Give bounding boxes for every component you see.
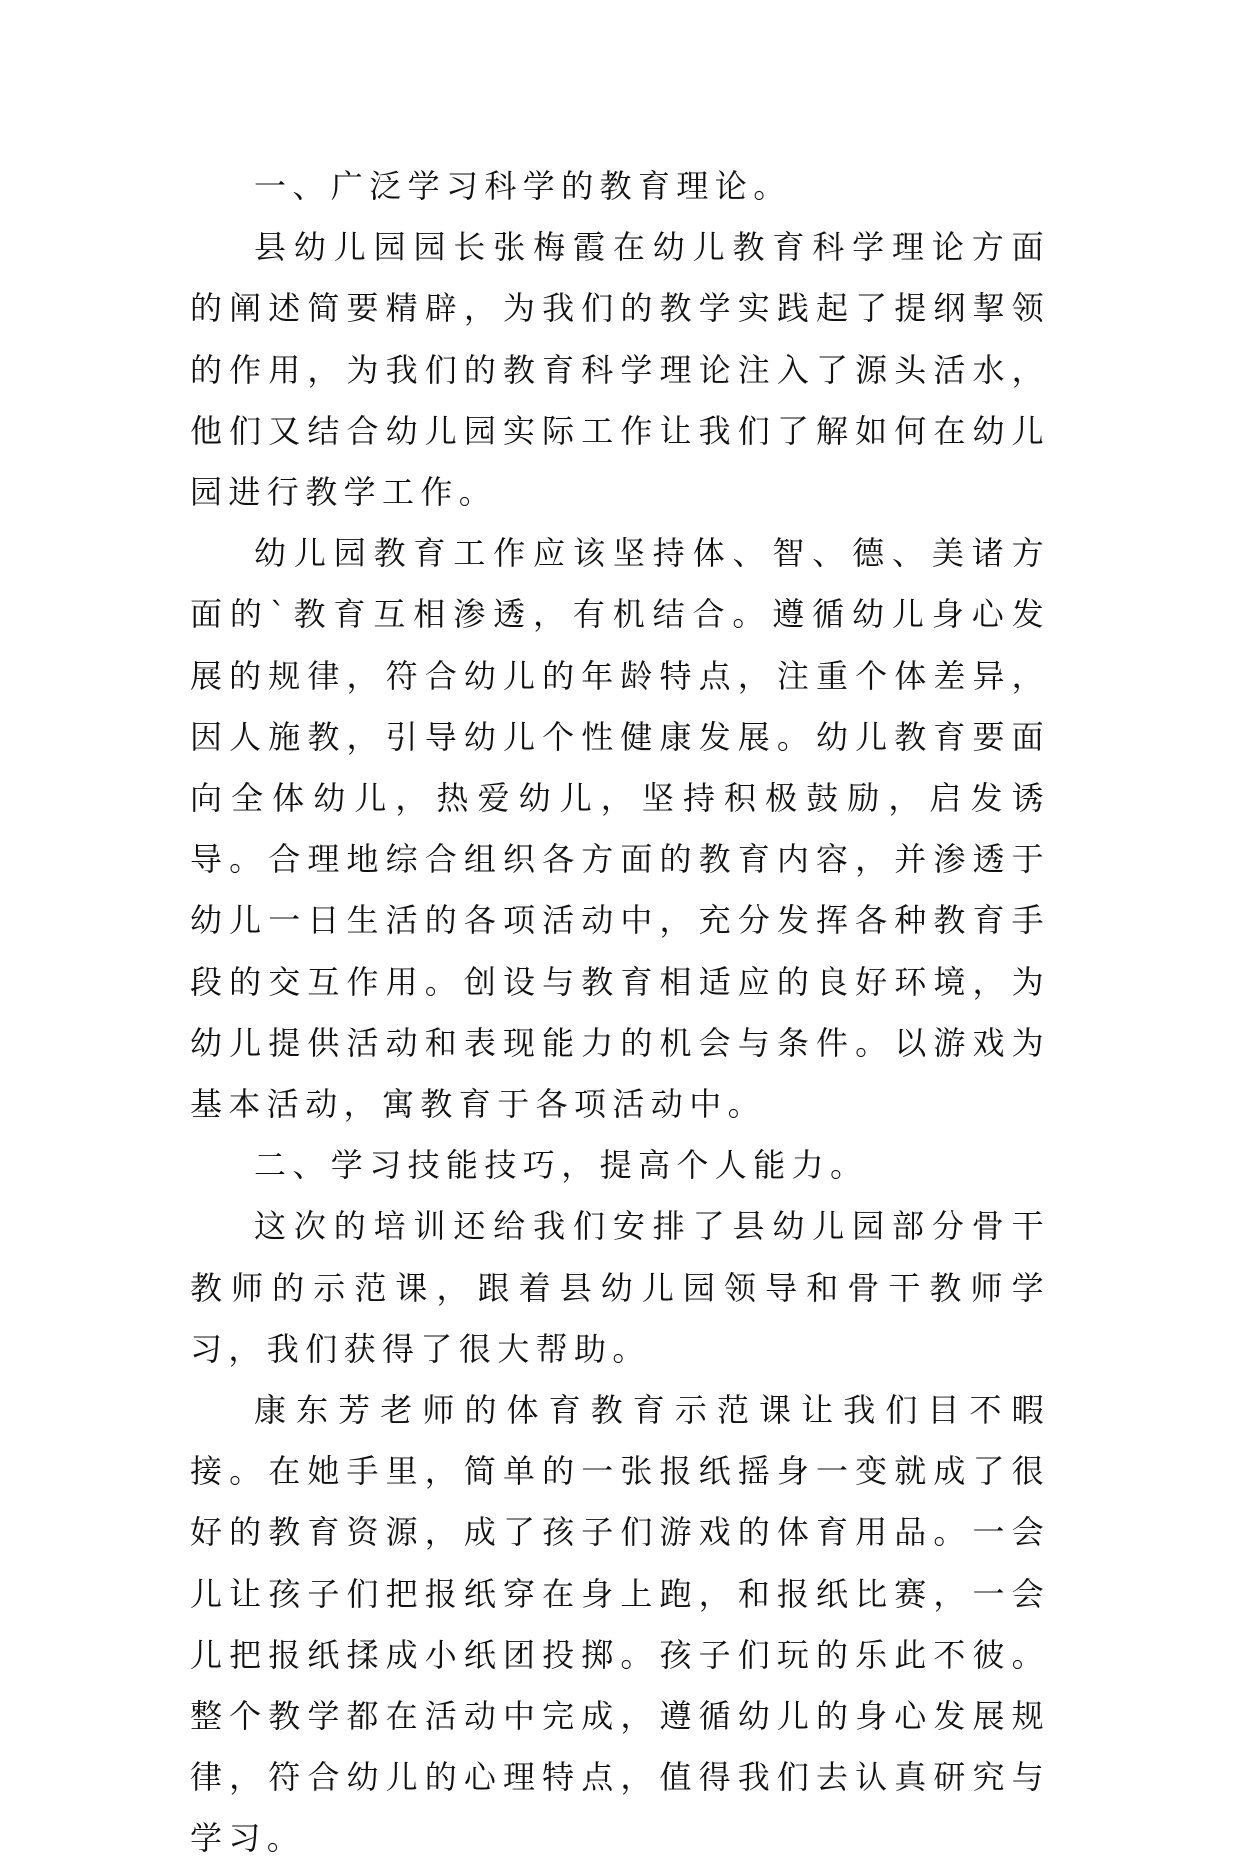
body-paragraph: 这次的培训还给我们安排了县幼儿园部分骨干教师的示范课，跟着县幼儿园领导和骨干教师学习，我们获得了很大帮助。 — [190, 1207, 1050, 1368]
document-body — [190, 156, 1050, 1870]
body-paragraph: 康东芳老师的体育教育示范课让我们目不暇接。在她手里，简单的一张报纸摇身一变就成了很好的教育资源，成了孩子们游戏的体育用品。一会儿让孩子们把报纸穿在身上跑，和报纸比赛，一会儿把报纸揉成小纸团投掷。孩子们玩的乐此不彼。整个教学都在活动中完成，遵循幼儿的身心发展规律，符合幼儿的心理特点，值得我们去认真研究与学习。 — [190, 1391, 1050, 1858]
section-heading: 一、广泛学习科学的教育理论。 — [254, 167, 792, 205]
section-heading: 二、学习技能技巧，提高个人能力。 — [254, 1146, 869, 1185]
body-paragraph: 幼儿园教育工作应该坚持体、智、德、美诸方面的`教育互相渗透，有机结合。遵循幼儿身心发展的规律，符合幼儿的年龄特点，注重个体差异，因人施教，引导幼儿个性健康发展。幼儿教育要面向全体幼儿，热爱幼儿，坚持积极鼓励，启发诱导。合理地综合组织各方面的教育内容，并渗透于幼儿一日生活的各项活动中，充分发挥各种教育手段的交互作用。创设与教育相适应的良好环境，为幼儿提供活动和表现能力的机会与条件。以游戏为基本活动，寓教育于各项活动中。 — [190, 534, 1050, 1124]
body-paragraph: 县幼儿园园长张梅霞在幼儿教育科学理论方面的阐述简要精辟，为我们的教学实践起了提纲挈领的作用，为我们的教育科学理论注入了源头活水，他们又结合幼儿园实际工作让我们了解如何在幼儿园进行教学工作。 — [190, 228, 1050, 512]
